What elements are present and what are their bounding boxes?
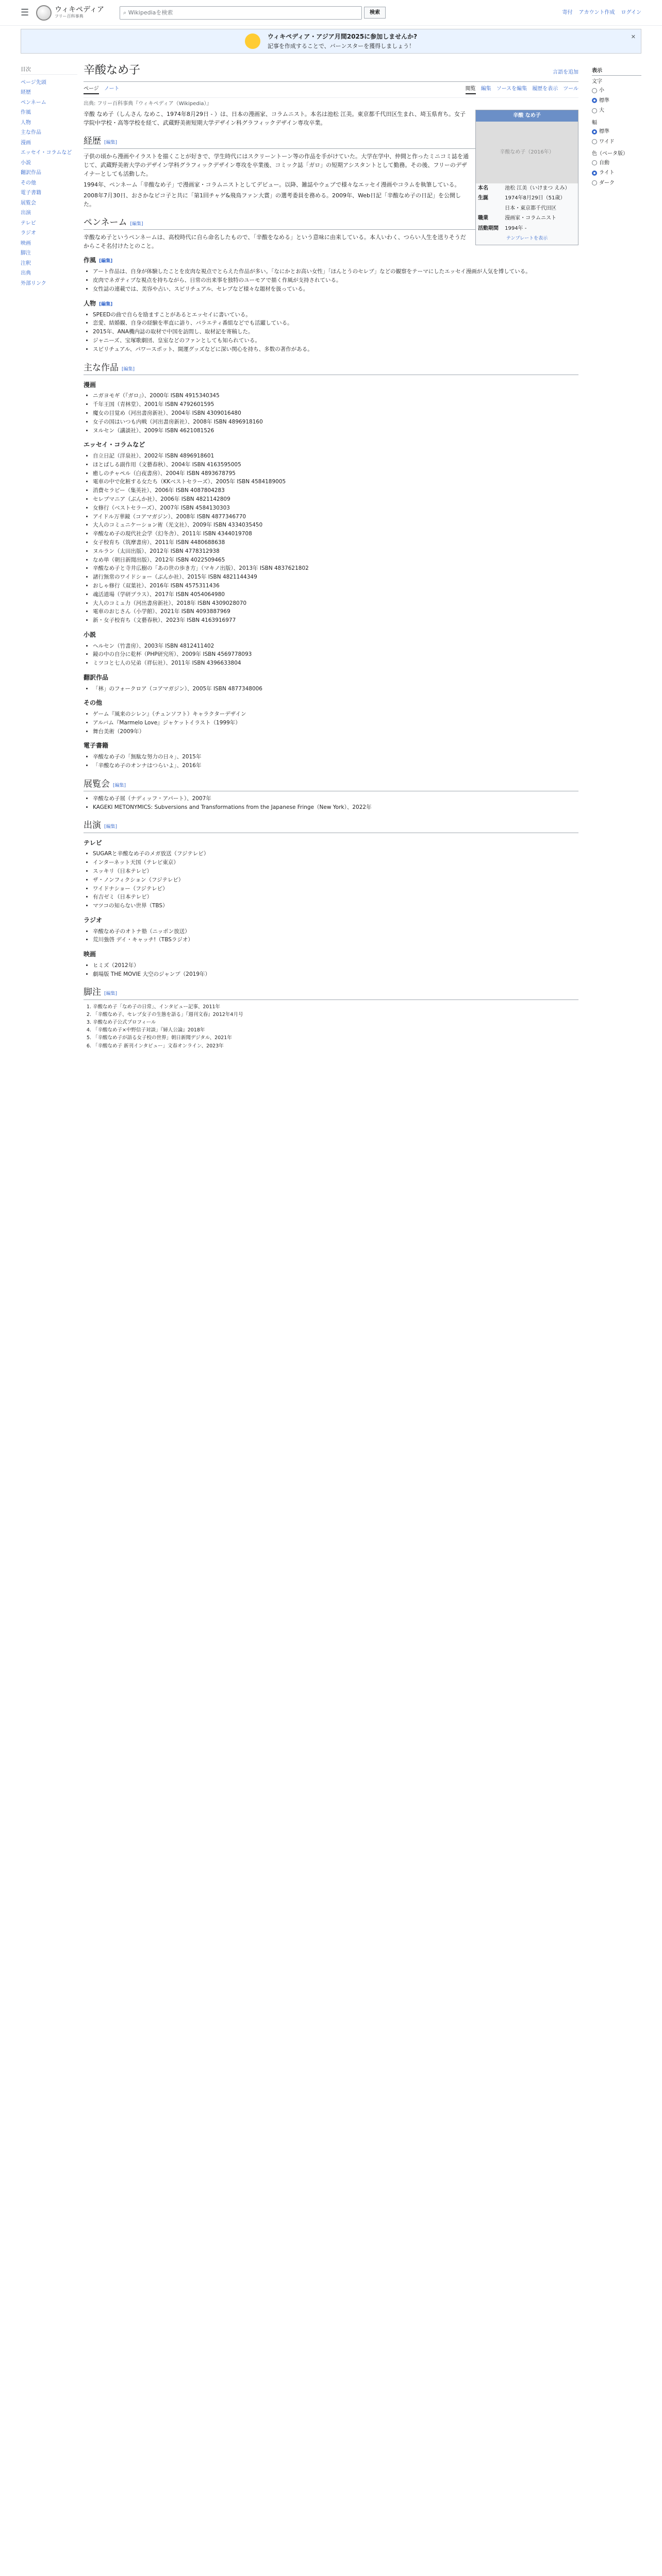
toc-item[interactable]: その他 [21,180,36,186]
list-item: • 「林」のフォークロア（コアマガジン）、2005年 ISBN 4877348006 [93,685,578,693]
toc-item[interactable]: 漫画 [21,140,31,146]
infobox-label: 本名 [478,185,488,191]
radio-label: 大 [599,108,604,113]
edit-link[interactable]: [編集] [113,783,126,788]
edit-link[interactable]: [編集] [130,221,143,227]
list-item: • おしゃ修行（双葉社）、2016年 ISBN 4575311436 [93,582,578,590]
infobox-label: 生誕 [478,195,488,201]
list-item: • 辛酸なめ子のオトナ塾（ニッポン放送） [93,927,578,936]
list-item: • SUGARと辛酸なめ子のメガ放送（フジテレビ） [93,850,578,858]
edit-link[interactable]: [編集] [104,991,118,997]
infobox-row [476,183,578,194]
tab-read[interactable]: 閲覧 [466,85,476,94]
section-heading: 展覧会 [84,778,110,789]
toc-item[interactable]: 主な作品 [21,130,41,135]
toc-item[interactable]: ラジオ [21,230,36,236]
list-item: • 千年王国（青林堂）、2001年 ISBN 4792601595 [93,400,578,409]
radio-label: 自動 [599,160,609,166]
site-header [0,0,662,26]
subsection-heading: 小説 [84,631,96,638]
logo-subtitle: フリー百科事典 [55,13,84,19]
list-item: • 大人のコミュニケーション術（光文社）、2009年 ISBN 4334035450 [93,521,578,530]
radio-option[interactable] [592,178,641,189]
page-tabs [84,82,578,98]
list-item: • 魂活道場（学研プラス）、2017年 ISBN 4054064980 [93,590,578,599]
radio-option[interactable] [592,127,641,137]
list-item: 2. 「辛酸なめ子、セレブ女子の生態を語る」『週刊文春』2012年4月号 [93,1011,578,1019]
list-item: • インターネット天国（テレビ東京） [93,858,578,867]
toc-item[interactable]: 経歴 [21,90,31,95]
list-item: 3. 辛酸なめ子公式プロフィール [93,1019,578,1026]
banner-title[interactable]: ウィキペディア・アジア月間2025に参加しませんか? [267,33,418,41]
item-list [93,753,578,770]
radio-icon[interactable] [592,139,597,144]
list-item: • 消費セラピー（集英社）、2006年 ISBN 4087804283 [93,486,578,495]
list-item: • 女子の国はいつも内戦（河出書房新社）、2008年 ISBN 4896918160 [93,418,578,427]
tab-edit[interactable]: 編集 [481,86,491,92]
infobox-label [476,204,503,214]
item-list [93,392,578,435]
subsection-heading: 映画 [84,951,96,958]
appearance-panel [585,57,641,1050]
radio-option[interactable] [592,96,641,106]
toc-item[interactable]: 注釈 [21,260,31,266]
item-list [93,311,578,354]
list-item: • 女子校育ち（筑摩書房）、2011年 ISBN 4480688638 [93,538,578,547]
radio-label: 小 [599,88,604,93]
width-label: 幅 [592,120,597,126]
search-input[interactable]: Wikipediaを検索 [128,9,173,16]
list-item: • アルバム『Marmelo Love』ジャケットイラスト（1999年） [93,719,578,727]
toc-item[interactable]: 作風 [21,110,31,115]
donate-link[interactable]: 寄付 [562,9,573,15]
item-list [93,452,578,625]
radio-option[interactable] [592,168,641,178]
list-item: • セレブマニア（ぶんか社）、2006年 ISBN 4821142809 [93,495,578,504]
radio-icon[interactable] [592,160,597,165]
list-item: • 電車のおじさん（小学館）、2021年 ISBN 4093887969 [93,607,578,616]
list-item: • ワイドナショー（フジテレビ） [93,885,578,893]
radio-label: 標準 [599,129,609,134]
item-list [93,685,578,693]
item-list [93,961,578,979]
section-heading: 脚注 [84,987,101,998]
paragraph: 2008年7月30日、おさかなピコ子と共に「第1回チャゲ&飛鳥ファン大賞」の選考委員を務める。2009年、Web日記「辛酸なめ子の日記」を公開した。 [84,192,461,208]
create-account-link[interactable]: アカウント作成 [578,9,615,15]
list-item: • ヘルセン（竹書房）、2003年 ISBN 4812411402 [93,642,578,651]
infobox-photo-caption: 辛酸なめ子（2016年） [500,149,554,155]
list-item: • 電車の中で化粧する女たち（KKベストセラーズ）、2005年 ISBN 4584189005 [93,478,578,486]
globe-icon [36,5,52,21]
article [77,57,585,1050]
radio-option[interactable] [592,137,641,147]
subsection-heading: 電子書籍 [84,742,109,750]
toc-heading: 目次 [21,66,77,75]
search-button[interactable]: 検索 [364,7,386,19]
toc-item[interactable]: 翻訳作品 [21,170,41,176]
toc-item[interactable]: 出演 [21,210,31,216]
article-source-note: 出典: フリー百科事典『ウィキペディア（Wikipedia）』 [84,100,212,107]
item-list [93,267,578,293]
infobox-value: 1974年8月29日（51歳） [505,195,566,201]
radio-option[interactable] [592,86,641,96]
infobox-value: 漫画家・コラムニスト [505,215,557,222]
list-item: • 辛酸なめ子展（ナディッフ・アパート）、2007年 [93,794,578,803]
close-icon[interactable]: ✕ [631,33,636,40]
hamburger-menu-icon[interactable]: ☰ [21,7,29,18]
list-item: • 女性誌の連載では、美容や占い、スピリチュアル、セレブなど様々な題材を扱っている。 [93,285,578,294]
list-item: 5. 「辛酸なめ子が語る女子校の世界」朝日新聞デジタル、2021年 [93,1034,578,1042]
infobox-title: 辛酸 なめ子 [476,110,578,122]
item-list [93,642,578,668]
list-item: • 「辛酸なめ子のオンナはつらいよ」、2016年 [93,761,578,770]
list-item: • 恋愛、結婚観、自身の経験を率直に語り、バラエティ番組などでも活躍している。 [93,319,578,328]
subsection-heading: その他 [84,699,103,707]
radio-icon[interactable] [592,88,597,93]
add-language-button[interactable]: 言語を追加 [553,70,578,75]
toc-item[interactable]: 小説 [21,160,31,166]
infobox-label: 活動期間 [478,225,499,231]
toc-item[interactable]: 展覧会 [21,200,36,206]
list-item: • 劇場版 THE MOVIE 大空のジャンプ（2019年） [93,970,578,979]
infobox-row [476,213,578,224]
subsection-heading: ラジオ [84,916,103,924]
list-item: • 諸行無常のワイドショー（ぶんか社）、2015年 ISBN 4821144349 [93,573,578,582]
list-item: • 辛酸なめ子と寺井広樹の「あの世の歩き方」（マキノ出版）、2013年 ISBN 4837621802 [93,564,578,573]
login-link[interactable]: ログイン [621,9,641,15]
list-item: • アート作品は、自身が体験したことを皮肉な視点でとらえた作品が多い。「なにかとお高い女性」「ほんとうのセレブ」などの観察をテーマにしたエッセイ漫画が人気を博している。 [93,267,578,276]
infobox-row [476,204,578,214]
item-list [93,710,578,736]
infobox-photo[interactable] [476,122,578,183]
toc-item[interactable]: 電子書籍 [21,190,41,196]
banner-icon [245,33,260,49]
list-item: • スピリチュアル、パワースポット、開運グッズなどに深い関心を持ち、多数の著作がある。 [93,345,578,354]
list-item: • マツコの知らない世界（TBS） [93,902,578,910]
radio-icon[interactable] [592,108,597,113]
item-list [93,927,578,945]
campaign-banner [21,29,641,54]
section-heading: 人物 [84,299,96,307]
list-item: • ヌルラン（太田出版）、2012年 ISBN 4778312938 [93,547,578,556]
section-heading: 出演 [84,820,101,831]
list-item: • KAGEKI METONYMICS: Subversions and Transformations from the Japanese Fringe（New York）、2022年 [93,803,578,812]
list-item: • SPEEDの曲で自らを励ますことがあるとエッセイに書いている。 [93,311,578,319]
toc-item[interactable]: 外部リンク [21,280,46,286]
search-box[interactable] [120,6,362,20]
section-heading: 経歴 [84,136,101,147]
list-item: • ニガヨモギ（『ガロ』）、2000年 ISBN 4915340345 [93,392,578,400]
wikipedia-logo[interactable] [36,5,104,21]
tab-talk[interactable]: ノート [104,86,120,92]
subsection-heading: 翻訳作品 [84,673,109,681]
list-item: • 大人のコミュ力（河出書房新社）、2018年 ISBN 4309028070 [93,599,578,608]
infobox-label: 職業 [478,215,488,222]
list-item: • ミツコと七人の兄弟（祥伝社）、2011年 ISBN 4396633804 [93,659,578,668]
list-item: • 辛酸なめ子の「無駄な努力の日々」、2015年 [93,753,578,761]
radio-label: ダーク [599,180,615,186]
list-item: • 荒川強啓 デイ・キャッチ!（TBSラジオ） [93,936,578,944]
color-label: 色（ベータ版） [592,151,628,157]
list-item: • ジャニーズ、宝塚歌劇団、皇室などのファンとしても知られている。 [93,336,578,345]
infobox [475,110,578,245]
toc-item[interactable]: エッセイ・コラムなど [21,150,72,156]
item-list [93,1003,578,1050]
toc-item[interactable]: 映画 [21,240,31,246]
list-item: 6. 「辛酸なめ子 新刊インタビュー」文春オンライン、2023年 [93,1042,578,1050]
edit-link[interactable]: [編集] [99,301,113,307]
radio-icon[interactable] [592,171,597,176]
edit-link[interactable]: [編集] [104,824,118,830]
template-link[interactable]: テンプレートを表示 [506,236,548,242]
radio-label: 標準 [599,97,609,104]
list-item: • アイドル万華鏡（コアマガジン）、2008年 ISBN 4877346770 [93,513,578,521]
toc-item[interactable]: ページ先頭 [21,79,46,86]
list-item: • 鏡の中の自分に乾杯（PHP研究所）、2009年 ISBN 4569778093 [93,650,578,659]
infobox-value: 1994年 - [505,225,527,231]
list-item: • 辛酸なめ子の現代社会学（幻冬舎）、2011年 ISBN 4344019708 [93,530,578,538]
paragraph: 子供の頃から漫画やイラストを描くことが好きで、学生時代にはスクリーントーン等の作品を手がけていた。大学在学中、仲間と作ったミニコミ誌を通じて、武蔵野美術大学のデザイン学科グラフィックデザイン専攻を卒業後、コミック誌「ガロ」の短期アシスタントとして勤務。その後、フリーのデザイナーとしても活動した。 [84,152,469,177]
infobox-row [476,193,578,204]
list-item: • 皮肉でネガティブな視点を持ちながら、日常の出来事を独特のユーモアで描く作風が支持されている。 [93,276,578,285]
tab-history[interactable]: 履歴を表示 [532,86,558,92]
tab-edit-source[interactable]: ソースを編集 [496,86,527,92]
list-item: • ザ・ノンフィクション（フジテレビ） [93,876,578,885]
intro-paragraph: 辛酸 なめ子（しんさん なめこ、1974年8月29日 - ）は、日本の漫画家、コラムニスト。本名は池松 江美。東京都千代田区生まれ、埼玉県育ち。女子学院中学校・高等学校を経て、武蔵野美術短期大学デザイン科グラフィックデザイン専攻卒業。 [84,111,466,127]
list-item: • 2015年、ANA機内誌の取材で中国を訪問し、取材記を寄稿した。 [93,328,578,336]
list-item: • 有吉ゼミ（日本テレビ） [93,893,578,902]
section-heading: 主な作品 [84,362,119,373]
toc-item[interactable]: ペンネーム [21,99,46,106]
table-of-contents [21,57,77,1050]
banner-subtitle: 記事を作成することで、バーンスターを獲得しましょう！ [267,42,415,49]
tab-tools[interactable]: ツール [563,86,578,92]
toc-item[interactable]: 出典 [21,270,31,276]
subsection-heading: テレビ [84,839,102,846]
text-size-label: 文字 [592,78,602,84]
logo-title: ウィキペディア [55,6,105,14]
edit-link[interactable]: [編集] [99,259,113,264]
list-item: 1. 辛酸なめ子「なめ子の日常」、インタビュー記事、2011年 [93,1003,578,1011]
list-item: • スッキリ（日本テレビ） [93,867,578,876]
toc-item[interactable]: 脚注 [21,250,31,256]
list-item: • 自立日記（洋泉社）、2002年 ISBN 4896918601 [93,452,578,461]
list-item: 4. 「辛酸なめ子×中野信子対談」『婦人公論』2018年 [93,1026,578,1034]
section-heading: 作風 [84,257,96,264]
list-item: • 舞台美術（2009年） [93,727,578,736]
tab-page[interactable]: ページ [84,85,99,94]
toc-item[interactable]: 人物 [21,120,31,126]
subsection-heading: エッセイ・コラムなど [84,441,145,449]
infobox-row [476,224,578,234]
radio-label: ワイド [599,139,615,145]
infobox-value: 池松 江美（いけまつ えみ） [505,185,570,191]
edit-link[interactable]: [編集] [104,140,118,146]
list-item: • ヒミズ（2012年） [93,961,578,970]
list-item: • 新・女子校育ち（文藝春秋）、2023年 ISBN 4163916977 [93,616,578,625]
list-item: • 女修行（ベストセラーズ）、2007年 ISBN 4584130303 [93,504,578,513]
infobox-value: 日本・東京都千代田区 [505,205,557,211]
radio-label: ライト [599,170,615,176]
list-item: • 魔女の目覚め（河出書房新社）、2004年 ISBN 4309016480 [93,409,578,418]
radio-option[interactable] [592,106,641,116]
paragraph: 辛酸なめ子というペンネームは、高校時代に自ら命名したもので、「辛酸をなめる」という意味に由来している。本人いわく、つらい人生を送りそうだからこそ名付けたとのこと。 [84,234,466,250]
list-item: • 癒しのチャペル（白夜書房）、2004年 ISBN 4893678795 [93,469,578,478]
radio-icon[interactable] [592,180,597,185]
list-item: • ほとばしる副作用（文藝春秋）、2004年 ISBN 4163595005 [93,461,578,469]
radio-icon[interactable] [592,98,597,103]
subsection-heading: 漫画 [84,381,96,388]
list-item: • なめ単（朝日新聞出版）、2012年 ISBN 4022509465 [93,556,578,565]
section-heading: ペンネーム [84,217,127,228]
item-list [93,850,578,910]
list-item: • ヌルセン（講談社）、2009年 ISBN 4621081526 [93,427,578,435]
appearance-title: 表示 [592,67,641,76]
item-list [93,794,578,812]
list-item: • ゲーム『風来のシレン』（チュンソフト）キャラクターデザイン [93,710,578,719]
edit-link[interactable]: [編集] [122,366,135,372]
toc-item[interactable]: テレビ [21,220,36,226]
search-icon: ⌕ [123,9,128,16]
radio-option[interactable] [592,158,641,168]
radio-icon[interactable] [592,129,597,134]
paragraph: 1994年、ペンネーム「辛酸なめ子」で漫画家・コラムニストとしてデビュー。以降、雑誌やウェブで様々なエッセイ漫画やコラムを執筆している。 [84,181,460,188]
page-title: 辛酸なめ子 [84,64,141,77]
